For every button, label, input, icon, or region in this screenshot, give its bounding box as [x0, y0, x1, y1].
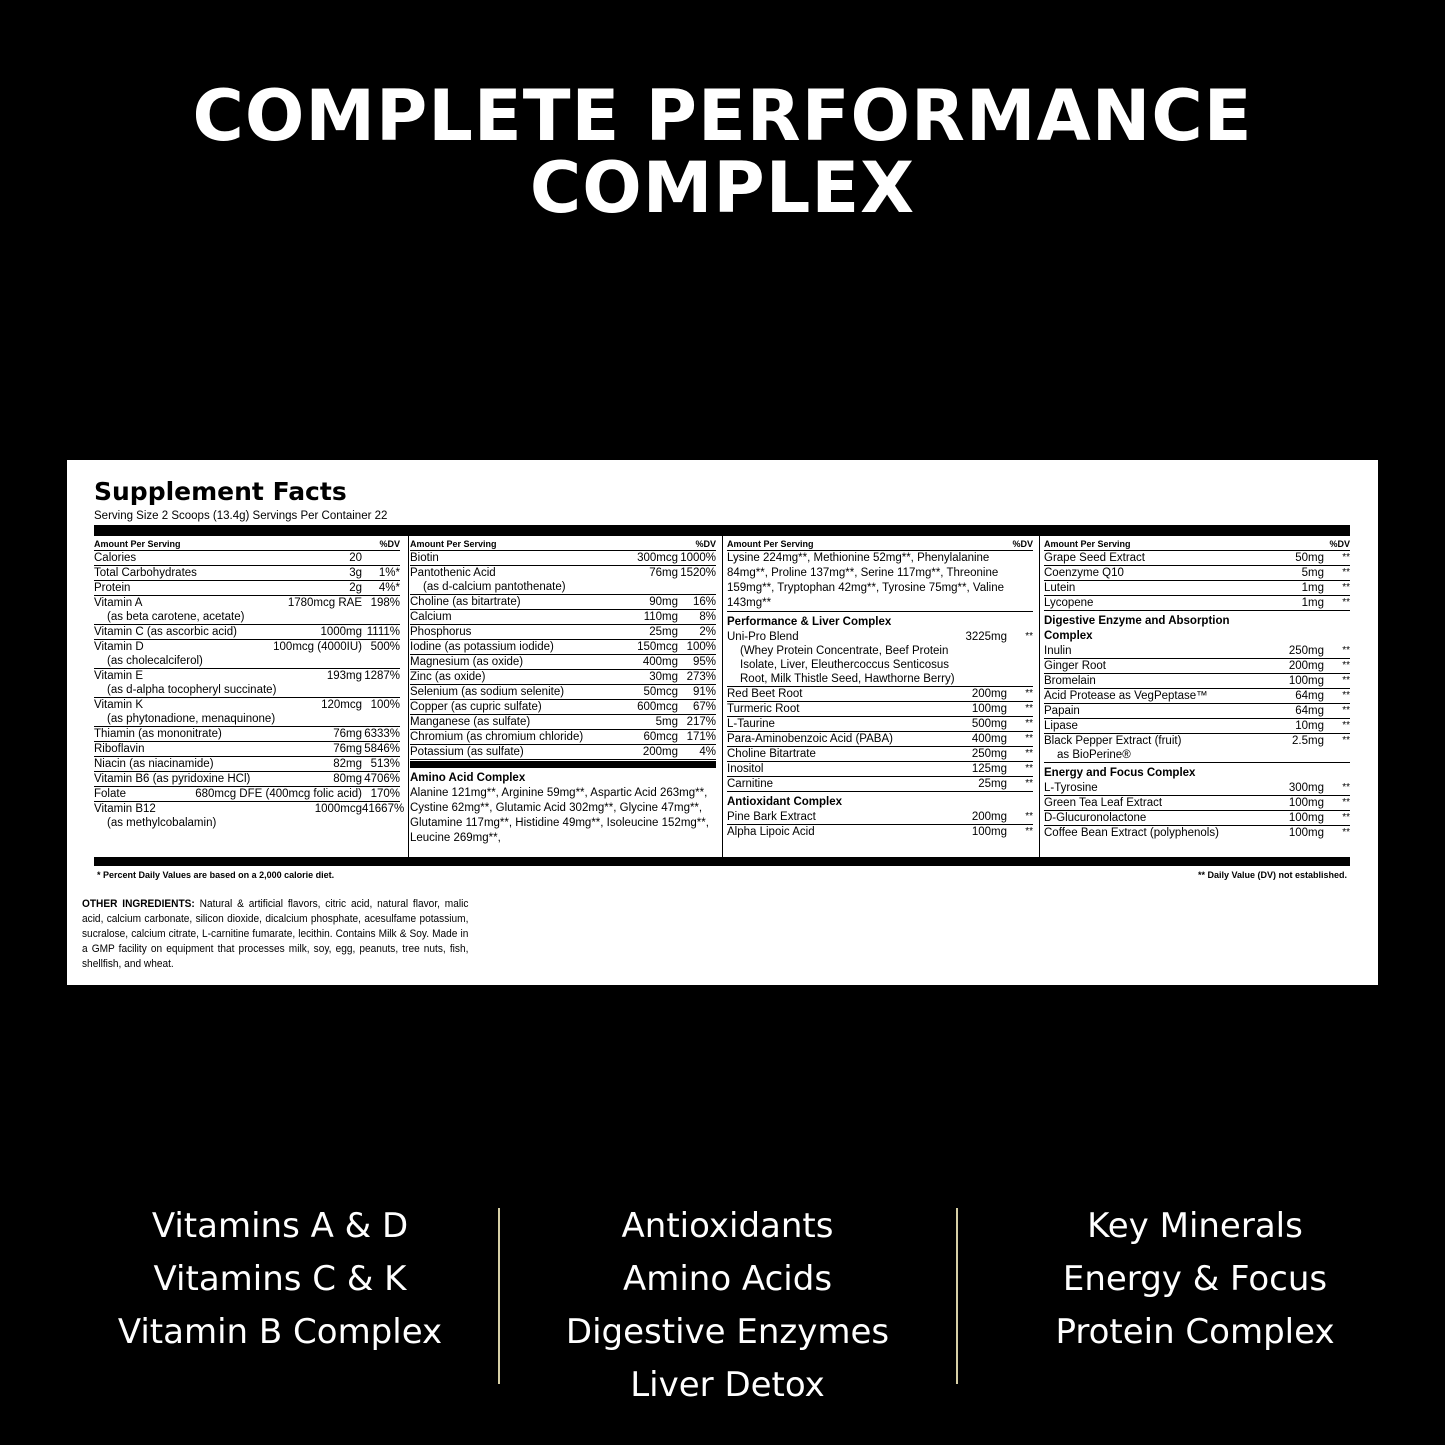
nutrient-amount: 90mg: [649, 596, 678, 608]
supplement-row: [94, 787, 400, 802]
column-header: [410, 536, 716, 551]
nutrient-dv: 6333%: [364, 728, 400, 740]
nutrient-amount: 20: [349, 552, 362, 564]
supplement-row: [1044, 659, 1350, 674]
nutrient-name: Zinc (as oxide): [410, 671, 486, 683]
nutrient-amount: 193mg: [326, 670, 362, 682]
digestive-rows: [1044, 644, 1350, 763]
column-1-rows: [94, 551, 405, 830]
nutrient-detail: (as phytonadione, menaquinone): [107, 713, 276, 725]
nutrient-amount: 60mcg: [643, 731, 678, 743]
supplement-row: [727, 630, 1033, 687]
supplement-row: [410, 595, 716, 610]
nutrient-name: Biotin: [410, 552, 439, 564]
supplement-row: [94, 551, 400, 566]
supplement-row: [94, 625, 400, 640]
feature-item: Key Minerals: [1087, 1206, 1303, 1246]
nutrient-amount: 200mg: [642, 746, 678, 758]
nutrient-detail: as BioPerine®: [1057, 749, 1131, 761]
amount-header: Amount Per Serving: [1044, 539, 1131, 549]
nutrient-amount: 30mg: [649, 671, 678, 683]
nutrient-dv: **: [1025, 748, 1033, 759]
nutrient-amount: 100mg: [971, 703, 1007, 715]
nutrient-dv: **: [1342, 797, 1350, 808]
nutrient-name: Vitamin A: [94, 597, 143, 609]
nutrient-amount: 100mg: [1288, 675, 1324, 687]
supplement-row: [410, 745, 716, 760]
nutrient-name: Coenzyme Q10: [1044, 567, 1124, 579]
nutrient-amount: 100mcg (4000IU): [273, 641, 362, 653]
supplement-row: [727, 687, 1033, 702]
serving-info: Serving Size 2 Scoops (13.4g) Servings Per Container 22: [94, 510, 388, 522]
feature-item: Antioxidants: [621, 1206, 834, 1246]
nutrient-dv: **: [1342, 645, 1350, 656]
nutrient-amount: 64mg: [1295, 705, 1324, 717]
supplement-row: [1044, 781, 1350, 796]
nutrient-dv: **: [1342, 720, 1350, 731]
nutrient-name: Grape Seed Extract: [1044, 552, 1145, 564]
other-ingredients-text: Natural & artificial flavors, citric acid, natural flavor, malic acid, calcium carbonate, silicon dioxide, dicalcium phosphate, acesulfame potassium, sucralose, calcium citrate, L-carnitine fumarate, lecithin. Contains Milk & Soy. Made in a GMP facility on equipment that processes milk, soy, egg, peanuts, tree nuts, fish, shellfish, and wheat.: [82, 898, 469, 970]
nutrient-dv: 1111%: [366, 626, 400, 638]
nutrient-dv: 100%: [686, 641, 716, 653]
dv-header: %DV: [379, 539, 400, 549]
nutrient-name: Vitamin K: [94, 699, 144, 711]
supplement-row: [94, 802, 405, 830]
facts-column-2: [410, 536, 716, 857]
nutrient-dv: 513%: [370, 758, 400, 770]
nutrient-amount: 50mg: [1295, 552, 1324, 564]
nutrient-dv: **: [1342, 597, 1350, 608]
nutrient-name: Pantothenic Acid: [410, 567, 496, 579]
feature-item: Protein Complex: [1055, 1312, 1335, 1352]
nutrient-amount: 50mcg: [643, 686, 678, 698]
nutrient-amount: 120mcg: [321, 699, 362, 711]
supplement-row: [727, 732, 1033, 747]
nutrient-name: Lycopene: [1044, 597, 1094, 609]
feature-column-2: [510, 1200, 945, 1412]
nutrient-amount: 25mg: [978, 778, 1007, 790]
nutrient-name: D-Glucuronolactone: [1044, 812, 1147, 824]
nutrient-name: Phosphorus: [410, 626, 472, 638]
dv-header: %DV: [695, 539, 716, 549]
nutrient-dv: **: [1025, 778, 1033, 789]
nutrient-dv: 273%: [686, 671, 716, 683]
footnote-dv-not-established: ** Daily Value (DV) not established.: [1197, 870, 1347, 880]
nutrient-amount: 1000mcg: [314, 803, 362, 815]
column-4-rows: [1044, 551, 1350, 611]
other-ingredients-label: OTHER INGREDIENTS:: [82, 898, 195, 910]
supplement-row: [1044, 674, 1350, 689]
nutrient-name: L-Taurine: [727, 718, 775, 730]
nutrient-dv: 4706%: [364, 773, 400, 785]
supplement-row: [410, 715, 716, 730]
nutrient-amount: 76mg: [333, 743, 362, 755]
nutrient-detail: (as cholecalciferol): [107, 655, 203, 667]
nutrient-amount: 100mg: [1288, 827, 1324, 839]
supplement-row: [94, 640, 400, 669]
supplement-row: [727, 810, 1033, 825]
nutrient-name: L-Tyrosine: [1044, 782, 1098, 794]
nutrient-name: Vitamin B12: [94, 803, 156, 815]
supplement-row: [94, 727, 400, 742]
supplement-row: [1044, 644, 1350, 659]
supplement-row: [727, 702, 1033, 717]
nutrient-amount: 100mg: [1288, 812, 1324, 824]
nutrient-name: Black Pepper Extract (fruit): [1044, 735, 1182, 747]
nutrient-name: Pine Bark Extract: [727, 811, 816, 823]
nutrient-detail: (as d-calcium pantothenate): [423, 581, 566, 593]
nutrient-dv: 16%: [692, 596, 716, 608]
supplement-row: [94, 566, 400, 581]
digestive-title: [1044, 614, 1350, 644]
nutrient-name: Papain: [1044, 705, 1080, 717]
nutrient-dv: **: [1025, 718, 1033, 729]
bottom-rule: [94, 857, 1350, 866]
feature-item: Energy & Focus: [1062, 1259, 1328, 1299]
nutrient-amount: 100mg: [971, 826, 1007, 838]
nutrient-dv: 1000%: [680, 552, 716, 564]
nutrient-name: Folate: [94, 788, 126, 800]
nutrient-detail: (as methylcobalamin): [107, 817, 217, 829]
supplement-row: [410, 670, 716, 685]
nutrient-dv: **: [1342, 582, 1350, 593]
nutrient-dv: **: [1342, 567, 1350, 578]
nutrient-name: Vitamin D: [94, 641, 144, 653]
supplement-row: [410, 625, 716, 640]
nutrient-dv: **: [1025, 688, 1033, 699]
feature-item: Digestive Enzymes: [565, 1312, 890, 1352]
nutrient-amount: 25mg: [649, 626, 678, 638]
feature-column-3: [965, 1200, 1425, 1359]
antioxidant-rows: [727, 810, 1033, 839]
nutrient-dv: **: [1342, 552, 1350, 563]
amount-header: Amount Per Serving: [727, 539, 814, 549]
nutrient-name: Protein: [94, 582, 131, 594]
nutrient-detail: (as d-alpha tocopheryl succinate): [107, 684, 277, 696]
supplement-row: [1044, 551, 1350, 566]
supplement-row: [410, 655, 716, 670]
nutrient-amount: 300mg: [1288, 782, 1324, 794]
nutrient-amount: 300mcg: [637, 552, 678, 564]
nutrient-dv: **: [1025, 811, 1033, 822]
nutrient-dv: 95%: [692, 656, 716, 668]
nutrient-amount: 680mcg DFE (400mcg folic acid): [195, 788, 362, 800]
supplement-row: [410, 685, 716, 700]
nutrient-dv: **: [1025, 763, 1033, 774]
nutrient-name: Green Tea Leaf Extract: [1044, 797, 1163, 809]
nutrient-dv: **: [1025, 733, 1033, 744]
supplement-row: [94, 596, 400, 625]
nutrient-dv: 1520%: [680, 567, 716, 579]
other-ingredients: [82, 897, 468, 972]
amino-acid-continued-text: Lysine 224mg**, Methionine 52mg**, Phenylalanine 84mg**, Proline 137mg**, Serine 117mg**, Threonine 159mg**, Tryptophan 42mg**, Tyrosine 75mg**, Valine 143mg**: [727, 551, 1033, 612]
nutrient-amount: 76mg: [333, 728, 362, 740]
headline-line-2: COMPLEX: [529, 147, 916, 229]
nutrient-dv: **: [1342, 782, 1350, 793]
nutrient-name: Para-Aminobenzoic Acid (PABA): [727, 733, 893, 745]
nutrient-amount: 200mg: [1288, 660, 1324, 672]
nutrient-dv: 100%: [370, 699, 400, 711]
supplement-facts-title: Supplement Facts: [94, 477, 347, 506]
nutrient-amount: 250mg: [1288, 645, 1324, 657]
supplement-row: [727, 717, 1033, 732]
nutrient-name: Acid Protease as VegPeptase™: [1044, 690, 1208, 702]
nutrient-name: Bromelain: [1044, 675, 1096, 687]
nutrient-name: Inulin: [1044, 645, 1072, 657]
column-2-rows: [410, 551, 716, 760]
supplement-row: [410, 566, 716, 595]
nutrient-dv: 171%: [686, 731, 716, 743]
supplement-row: [1044, 566, 1350, 581]
nutrient-amount: 1mg: [1301, 582, 1324, 594]
dv-header: %DV: [1012, 539, 1033, 549]
nutrient-dv: 8%: [699, 611, 716, 623]
amount-header: Amount Per Serving: [94, 539, 181, 549]
nutrient-name: Chromium (as chromium chloride): [410, 731, 584, 743]
nutrient-amount: 200mg: [971, 811, 1007, 823]
nutrient-amount: 10mg: [1295, 720, 1324, 732]
nutrient-name: Magnesium (as oxide): [410, 656, 524, 668]
nutrient-name: Vitamin E: [94, 670, 144, 682]
nutrient-amount: 2.5mg: [1292, 735, 1324, 747]
feature-divider: [498, 1208, 500, 1384]
nutrient-amount: 82mg: [333, 758, 362, 770]
dv-header: %DV: [1329, 539, 1350, 549]
nutrient-name: Riboflavin: [94, 743, 145, 755]
supplement-row: [1044, 689, 1350, 704]
nutrient-name: Potassium (as sulfate): [410, 746, 524, 758]
nutrient-amount: 5mg: [655, 716, 678, 728]
nutrient-amount: 500mg: [971, 718, 1007, 730]
feature-item: Vitamin B Complex: [117, 1312, 443, 1352]
nutrient-amount: 5mg: [1301, 567, 1324, 579]
nutrient-name: Niacin (as niacinamide): [94, 758, 214, 770]
supplement-row: [410, 640, 716, 655]
supplement-row: [1044, 581, 1350, 596]
supplement-row: [94, 742, 400, 757]
headline-line-1: COMPLETE PERFORMANCE: [192, 75, 1253, 157]
supplement-row: [94, 698, 400, 727]
energy-rows: [1044, 781, 1350, 840]
supplement-row: [1044, 826, 1350, 840]
nutrient-dv: **: [1025, 826, 1033, 837]
amino-acid-text: Alanine 121mg**, Arginine 59mg**, Aspartic Acid 263mg**, Cystine 62mg**, Glutamic Acid 302mg**, Glycine 47mg**, Glutamine 117mg**, Histidine 49mg**, Isoleucine 152mg**, Leucine 269mg**,: [410, 787, 709, 844]
performance-liver-title: Performance & Liver Complex: [727, 616, 892, 628]
feature-column-1: [60, 1200, 500, 1359]
nutrient-amount: 1780mcg RAE: [287, 597, 362, 609]
nutrient-name: Total Carbohydrates: [94, 567, 197, 579]
supplement-row: [1044, 596, 1350, 611]
footnote-dv-basis: * Percent Daily Values are based on a 2,000 calorie diet.: [97, 870, 335, 880]
nutrient-dv: 67%: [692, 701, 716, 713]
nutrient-name: Selenium (as sodium selenite): [410, 686, 565, 698]
column-divider: [722, 536, 723, 857]
nutrient-amount: 80mg: [333, 773, 362, 785]
column-header: [94, 536, 400, 551]
amino-acid-title: Amino Acid Complex: [410, 772, 526, 784]
nutrient-name: Turmeric Root: [727, 703, 800, 715]
nutrient-amount: 1000mg: [320, 626, 362, 638]
supplement-row: [94, 581, 400, 596]
supplement-facts-panel: [67, 460, 1378, 985]
headline: [0, 75, 1445, 229]
nutrient-amount: 150mcg: [637, 641, 678, 653]
nutrient-amount: 3225mg: [965, 631, 1007, 643]
feature-divider: [956, 1208, 958, 1384]
supplement-row: [1044, 811, 1350, 826]
supplement-row: [1044, 704, 1350, 719]
nutrient-amount: 400mg: [642, 656, 678, 668]
column-divider: [408, 536, 409, 857]
nutrient-name: Vitamin C (as ascorbic acid): [94, 626, 237, 638]
supplement-row: [727, 825, 1033, 839]
column-divider: [1039, 536, 1040, 857]
nutrient-name: Lutein: [1044, 582, 1076, 594]
nutrient-amount: 110mg: [643, 611, 678, 623]
nutrient-dv: 2%: [699, 626, 716, 638]
nutrient-name: Red Beet Root: [727, 688, 803, 700]
nutrient-amount: 200mg: [971, 688, 1007, 700]
supplement-row: [410, 700, 716, 715]
nutrient-name: Calcium: [410, 611, 452, 623]
nutrient-amount: 76mg: [649, 567, 678, 579]
nutrient-dv: **: [1025, 631, 1033, 642]
facts-column-3: [727, 536, 1033, 857]
performance-rows: [727, 687, 1033, 792]
nutrient-amount: 3g: [349, 567, 362, 579]
supplement-row: [727, 762, 1033, 777]
nutrient-amount: 1mg: [1301, 597, 1324, 609]
nutrient-name: Inositol: [727, 763, 764, 775]
supplement-row: [727, 747, 1033, 762]
nutrient-detail: (Whey Protein Concentrate, Beef Protein Isolate, Liver, Eleuthercoccus Senticosus Root, Milk Thistle Seed, Hawthorne Berry): [740, 645, 955, 685]
nutrient-name: Copper (as cupric sulfate): [410, 701, 542, 713]
nutrient-name: Iodine (as potassium iodide): [410, 641, 554, 653]
nutrient-dv: 198%: [370, 597, 400, 609]
nutrient-name: Thiamin (as mononitrate): [94, 728, 222, 740]
nutrient-dv: 4%: [699, 746, 716, 758]
nutrient-amount: 400mg: [971, 733, 1007, 745]
nutrient-dv: **: [1342, 812, 1350, 823]
nutrient-name: Calories: [94, 552, 137, 564]
supplement-row: [410, 730, 716, 745]
nutrient-dv: 217%: [686, 716, 716, 728]
nutrient-dv: 5846%: [364, 743, 400, 755]
nutrient-dv: [362, 551, 400, 565]
nutrient-amount: 125mg: [971, 763, 1007, 775]
nutrient-dv: **: [1342, 660, 1350, 671]
energy-focus-title: Energy and Focus Complex: [1044, 767, 1196, 779]
nutrient-name: Choline Bitartrate: [727, 748, 816, 760]
nutrient-dv: **: [1342, 690, 1350, 701]
nutrient-dv: 41667%: [362, 803, 405, 815]
nutrient-amount: 64mg: [1295, 690, 1324, 702]
column-header: [1044, 536, 1350, 551]
supplement-row: [94, 772, 400, 787]
supplement-row: [1044, 734, 1350, 763]
facts-column-4: [1044, 536, 1350, 857]
nutrient-dv: 91%: [692, 686, 716, 698]
nutrient-dv: **: [1342, 705, 1350, 716]
feature-item: Liver Detox: [630, 1365, 825, 1405]
nutrient-name: Choline (as bitartrate): [410, 596, 521, 608]
nutrient-dv: **: [1342, 675, 1350, 686]
nutrient-name: Coffee Bean Extract (polyphenols): [1044, 827, 1219, 839]
nutrient-name: Alpha Lipoic Acid: [727, 826, 815, 838]
digestive-title-line-2: Complex: [1044, 630, 1093, 642]
nutrient-amount: 250mg: [971, 748, 1007, 760]
nutrient-detail: (as beta carotene, acetate): [107, 611, 245, 623]
feature-item: Vitamins A & D: [151, 1206, 409, 1246]
nutrient-dv: 1287%: [364, 670, 400, 682]
supplement-row: [94, 669, 400, 698]
supplement-row: [410, 610, 716, 625]
nutrient-dv: **: [1342, 735, 1350, 746]
nutrient-amount: 600mcg: [637, 701, 678, 713]
column-header: [727, 536, 1033, 551]
top-rule: [94, 525, 1350, 536]
nutrient-amount: 100mg: [1288, 797, 1324, 809]
supplement-row: [410, 551, 716, 566]
nutrient-name: Ginger Root: [1044, 660, 1107, 672]
nutrient-dv: 170%: [370, 788, 400, 800]
facts-column-1: [94, 536, 405, 857]
supplement-row: [1044, 796, 1350, 811]
nutrient-name: Vitamin B6 (as pyridoxine HCl): [94, 773, 251, 785]
digestive-title-line-1: Digestive Enzyme and Absorption: [1044, 615, 1230, 627]
nutrient-name: Uni-Pro Blend: [727, 631, 799, 643]
nutrient-amount: 2g: [349, 582, 362, 594]
nutrient-dv: **: [1342, 827, 1350, 838]
supplement-row: [727, 777, 1033, 792]
nutrient-dv: **: [1025, 703, 1033, 714]
supplement-row: [94, 757, 400, 772]
nutrient-dv: 1%*: [378, 567, 400, 579]
nutrient-name: Lipase: [1044, 720, 1078, 732]
feature-item: Vitamins C & K: [153, 1259, 407, 1299]
amount-header: Amount Per Serving: [410, 539, 497, 549]
nutrient-dv: 4%*: [378, 582, 400, 594]
nutrient-name: Manganese (as sulfate): [410, 716, 531, 728]
nutrient-dv: 500%: [370, 641, 400, 653]
section-rule: [410, 761, 716, 768]
supplement-row: [1044, 719, 1350, 734]
feature-item: Amino Acids: [622, 1259, 833, 1299]
antioxidant-title: Antioxidant Complex: [727, 796, 843, 808]
nutrient-name: Carnitine: [727, 778, 774, 790]
